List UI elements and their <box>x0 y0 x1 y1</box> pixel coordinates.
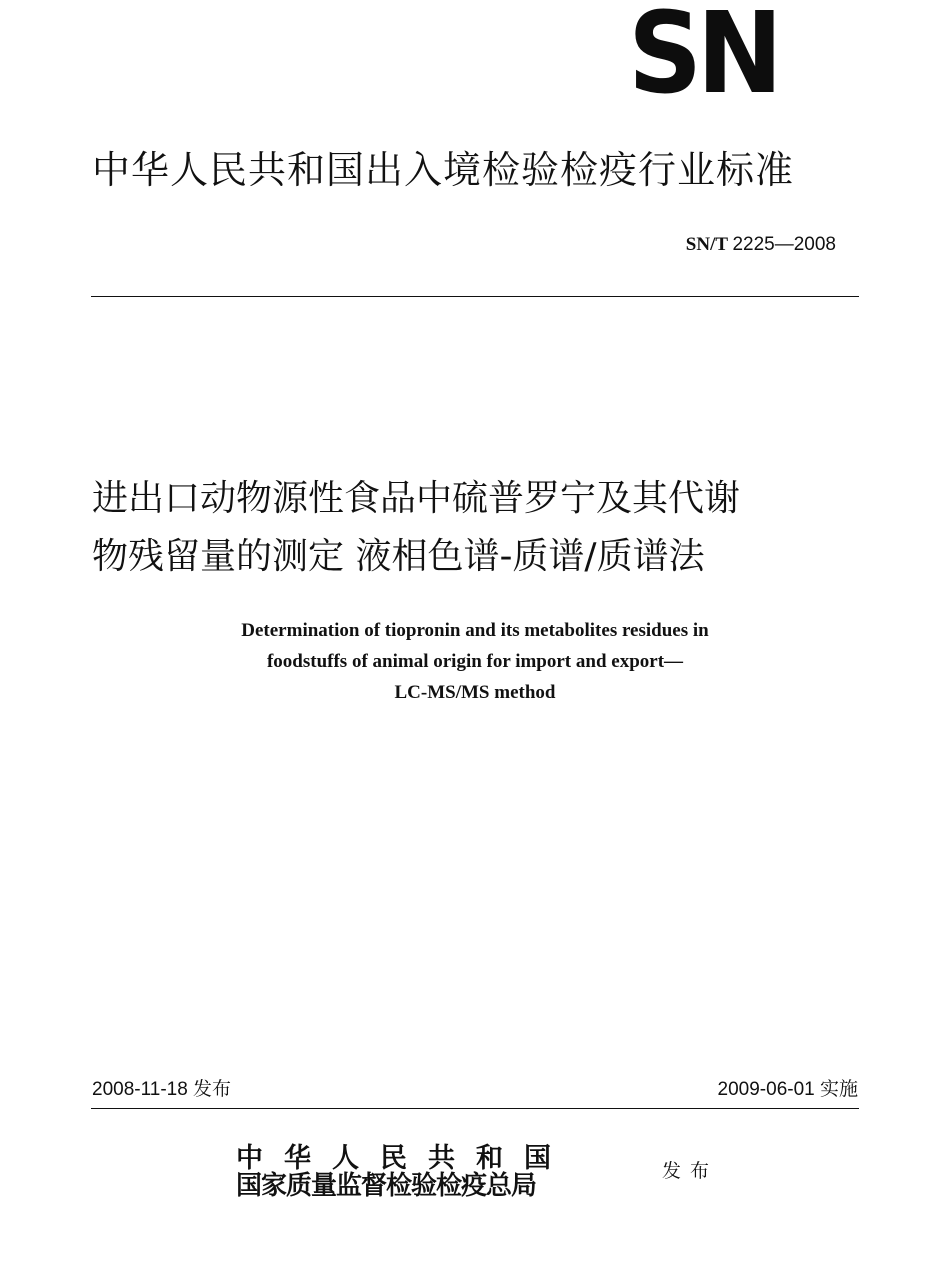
english-title <box>150 615 800 708</box>
english-title-line-1: Determination of tiopronin and its metabolites residues in <box>241 620 709 641</box>
issuer-name-line-2: 国家质量监督检验检疫总局 <box>236 1171 537 1201</box>
english-title-line-2: foodstuffs of animal origin for import and export— <box>266 651 684 672</box>
standard-code: SN/T <box>685 234 728 255</box>
sn-logo: SN <box>628 0 778 119</box>
standard-number-year: 2225—2008 <box>732 234 836 255</box>
chinese-title-line-1: 进出口动物源性食品中硫普罗宁及其代谢 <box>92 478 741 519</box>
chinese-title-line-2: 物残留量的测定 液相色谱-质谱/质谱法 <box>92 536 705 577</box>
english-title-line-3: LC-MS/MS method <box>394 682 556 703</box>
bottom-divider <box>91 1108 859 1109</box>
chinese-title <box>92 470 862 586</box>
implementation-date: 2009-06-01 实施 <box>717 1079 858 1100</box>
issue-date: 2008-11-18 发布 <box>92 1079 232 1100</box>
issuer-name-line-1: 中华人民共和国 <box>236 1143 572 1174</box>
top-divider <box>91 296 859 297</box>
issuer-action: 发布 <box>662 1160 719 1182</box>
industry-standard-title: 中华人民共和国出入境检验检疫行业标准 <box>92 148 795 192</box>
standard-number <box>686 232 836 258</box>
